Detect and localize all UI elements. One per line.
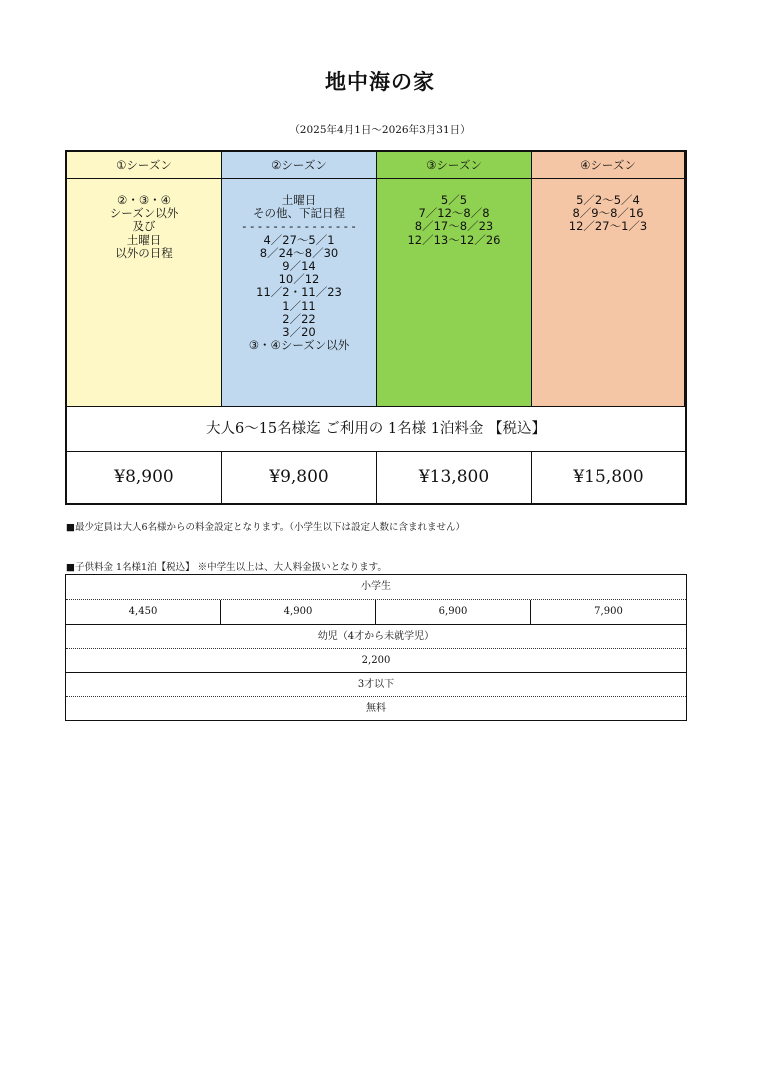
season-dates: ②・③・④ シーズン以外 及び 土曜日 以外の日程 [109,193,179,260]
minimum-capacity-note: ■最少定員は大人6名様からの料金設定となります。（小学生以下は設定人数に含まれません） [66,522,466,533]
elementary-label: 小学生 [66,575,686,600]
season-column-4 [532,152,685,406]
season-table [65,150,687,505]
season-price: ¥13,800 [377,452,532,503]
season-price: ¥15,800 [532,452,685,503]
season-dates: 5／5 7／12～8／8 8／17～8／23 12／13～12／26 [407,193,501,247]
under3-label: 3才以下 [66,673,686,697]
season-column-1 [67,152,222,406]
adult-rate-label: 大人6～15名様迄 ご利用の 1名様 1泊料金 【税込】 [67,406,685,452]
elementary-price: 4,900 [221,600,376,624]
infant-label: 幼児（4才から未就学児） [66,625,686,649]
elementary-price: 7,900 [594,606,623,617]
elementary-price: 4,450 [66,600,221,624]
infant-price: 2,200 [66,649,686,673]
child-rate-table [65,574,687,721]
child-rate-title: ■子供料金 1名様1泊【税込】 ※中学生以上は、大人料金扱いとなります。 [66,562,387,573]
season-price: ¥9,800 [222,452,377,503]
season-dates: 土曜日 その他、下記日程 - - - - - - - - - - - - - - - 4／27～5／1 8／24～8／30 9／14 10／12 11／2・11／23 1／11 2／22 3／20 ③・④シーズン以外 [242,193,356,353]
elementary-price-row [66,600,686,625]
season-header: ③シーズン [377,152,531,179]
period-text: （2025年4月1日～2026年3月31日） [289,124,471,136]
season-header: ②シーズン [222,152,376,179]
season-header: ④シーズン [532,152,684,179]
elementary-price: 6,900 [376,600,531,624]
season-header: ①シーズン [67,152,221,179]
under3-price: 無料 [366,703,386,714]
season-dates: 5／2～5／4 8／9～8／16 12／27～1／3 [568,193,648,234]
season-price: ¥8,900 [67,452,222,503]
season-column-2 [222,152,377,406]
page-title: 地中海の家 [325,69,435,94]
season-column-3 [377,152,532,406]
